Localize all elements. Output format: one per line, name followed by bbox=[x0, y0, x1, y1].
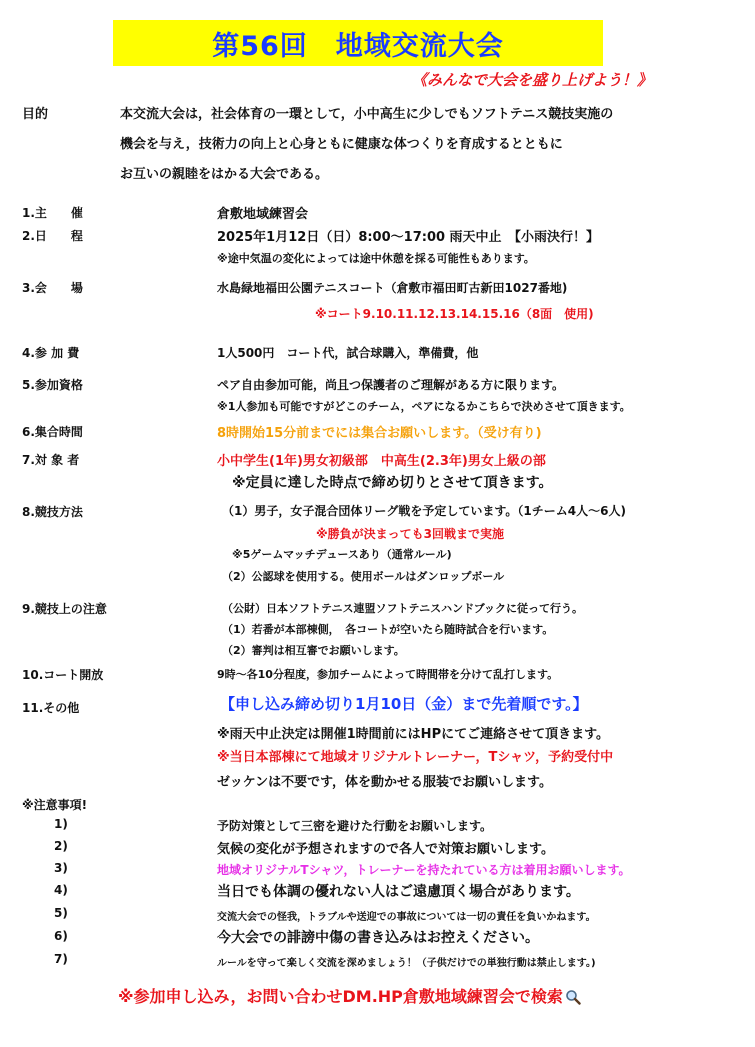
footer-text: ※参加申し込み，お問い合わせDM.HP倉敷地域練習会で検索 bbox=[118, 987, 563, 1006]
note-number: 5) bbox=[54, 906, 68, 920]
purpose-line-2: 機会を与え，技術力の向上と心身ともに健康な体つくりを育成するとともに bbox=[120, 137, 563, 152]
eligibility-note: ※1人参加も可能ですがどこのチーム，ペアになるかこちらで決めさせて頂きます。 bbox=[217, 400, 631, 413]
rules-line-3: （2）審判は相互審でお願いします。 bbox=[222, 644, 405, 657]
host-label: 1.主 催 bbox=[22, 206, 83, 220]
magnifier-icon bbox=[565, 989, 581, 1005]
format-line-3: ※5ゲームマッチデュースあり（通常ルール) bbox=[232, 548, 452, 561]
notes-label: ※注意事項! bbox=[22, 798, 88, 812]
target-label: 7.対 象 者 bbox=[22, 453, 80, 467]
fee-value: 1人500円 コート代，試合球購入，準備費，他 bbox=[217, 346, 479, 360]
date-value: 2025年1月12日（日）8:00〜17:00 雨天中止 【小雨決行！】 bbox=[217, 230, 600, 245]
footer-line bbox=[118, 984, 581, 1007]
other-line-1: 【申し込み締め切り1月10日（金）まで先着順です。】 bbox=[220, 695, 588, 713]
assembly-label: 6.集合時間 bbox=[22, 425, 83, 439]
note-number: 4) bbox=[54, 883, 68, 897]
note-text: 交流大会での怪我，トラブルや送迎での事故については一切の責任を負いかねます。 bbox=[217, 912, 596, 923]
venue-note: ※コート9.10.11.12.13.14.15.16（8面 使用) bbox=[315, 307, 594, 321]
note-number: 2) bbox=[54, 839, 68, 853]
note-number: 3) bbox=[54, 861, 68, 875]
rules-line-1: （公財）日本ソフトテニス連盟ソフトテニスハンドブックに従って行う。 bbox=[222, 602, 584, 615]
venue-label: 3.会 場 bbox=[22, 281, 83, 295]
target-note: ※定員に達した時点で締め切りとさせて頂きます。 bbox=[232, 475, 553, 491]
format-line-1: （1）男子，女子混合団体リーグ戦を予定しています。（1チーム4人〜6人) bbox=[222, 504, 626, 518]
date-note: ※途中気温の変化によっては途中休憩を採る可能性もあります。 bbox=[217, 252, 535, 265]
host-value: 倉敷地域練習会 bbox=[217, 207, 309, 222]
title-banner bbox=[113, 20, 603, 66]
purpose-line-1: 本交流大会は，社会体育の一環として，小中高生に少しでもソフトテニス競技実施の bbox=[120, 107, 614, 122]
other-line-4: ゼッケンは不要です，体を動かせる服装でお願いします。 bbox=[217, 775, 553, 790]
note-text: ルールを守って楽しく交流を深めましょう！（子供だけでの単独行動は禁止します。) bbox=[217, 958, 596, 969]
assembly-value: 8時開始15分前までには集合お願いします。（受け有り) bbox=[217, 426, 542, 441]
other-line-2: ※雨天中止決定は開催1時間前にはHPにてご連絡させて頂きます。 bbox=[217, 727, 610, 742]
format-label: 8.競技方法 bbox=[22, 505, 83, 519]
note-text: 当日でも体調の優れない人はご遠慮頂く場合があります。 bbox=[217, 884, 580, 900]
page-title: 第56回 地域交流大会 bbox=[212, 30, 504, 62]
note-number: 7) bbox=[54, 952, 68, 966]
other-label: 11.その他 bbox=[22, 701, 80, 715]
venue-value: 水島緑地福田公園テニスコート（倉敷市福田町古新田1027番地) bbox=[217, 281, 568, 295]
eligibility-value: ペア自由参加可能，尚且つ保護者のご理解がある方に限ります。 bbox=[217, 378, 565, 392]
note-number: 1) bbox=[54, 817, 68, 831]
rules-line-2: （1）若番が本部棟側， 各コートが空いたら随時試合を行います。 bbox=[222, 623, 554, 636]
note-text: 予防対策として三密を避けた行動をお願いします。 bbox=[217, 819, 493, 833]
eligibility-label: 5.参加資格 bbox=[22, 378, 83, 392]
court-open-label: 10.コート開放 bbox=[22, 668, 104, 682]
format-line-2: ※勝負が決まっても3回戦まで実施 bbox=[316, 527, 505, 541]
format-line-4: （2）公認球を使用する。使用ボールはダンロップボール bbox=[222, 570, 505, 583]
note-text: 気候の変化が予想されますので各人で対策お願いします。 bbox=[217, 842, 554, 857]
other-line-3: ※当日本部棟にて地域オリジナルトレーナー，Tシャツ，予約受付中 bbox=[217, 750, 614, 765]
note-number: 6) bbox=[54, 929, 68, 943]
note-text: 今大会での誹謗中傷の書き込みはお控えください。 bbox=[217, 930, 539, 946]
target-value: 小中学生(1年)男女初級部 中高生(2.3年)男女上級の部 bbox=[217, 454, 546, 469]
rules-label: 9.競技上の注意 bbox=[22, 602, 107, 616]
court-open-value: 9時〜各10分程度，参加チームによって時間帯を分けて乱打します。 bbox=[217, 668, 559, 681]
fee-label: 4.参 加 費 bbox=[22, 346, 80, 360]
date-label: 2.日 程 bbox=[22, 229, 83, 243]
note-text: 地域オリジナルTシャツ，トレーナーを持たれている方は着用お願いします。 bbox=[217, 863, 631, 877]
page-subtitle: 《みんなで大会を盛り上げよう！》 bbox=[412, 71, 653, 89]
purpose-line-3: お互いの親睦をはかる大会である。 bbox=[120, 167, 329, 182]
purpose-label: 目的 bbox=[22, 107, 49, 122]
